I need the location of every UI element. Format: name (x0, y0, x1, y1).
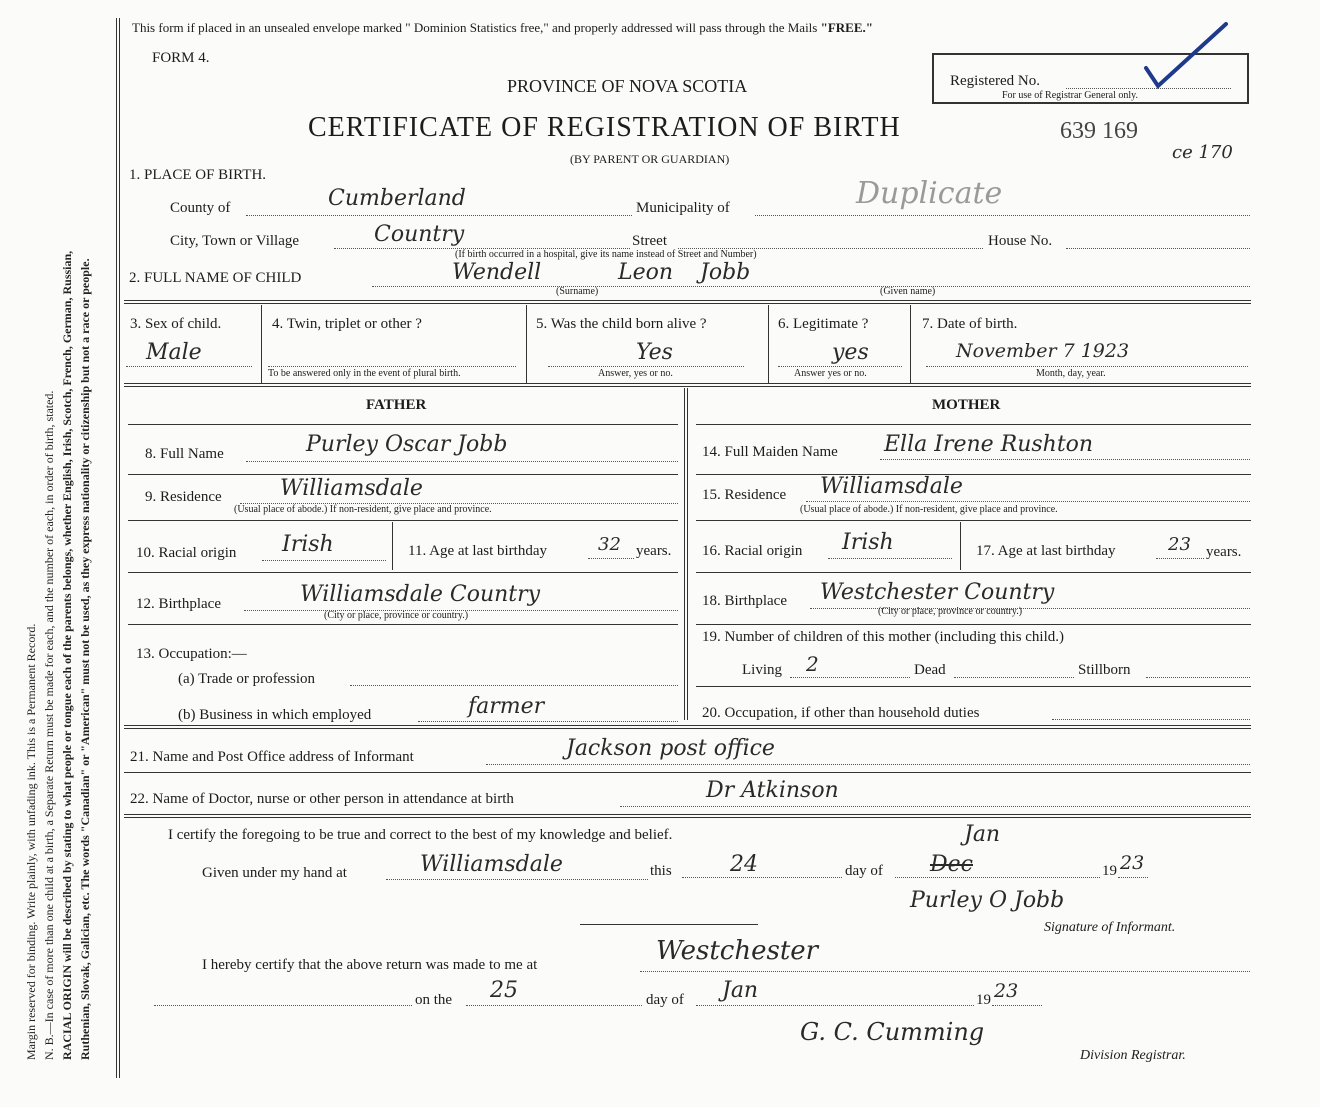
signature-caption: Signature of Informant. (1044, 920, 1176, 935)
father-age-label: 11. Age at last birthday (408, 543, 547, 559)
father-business-value: farmer (468, 694, 545, 719)
mother-dead-label: Dead (914, 662, 946, 678)
mother-living-label: Living (742, 662, 782, 678)
mother-stillborn-label: Stillborn (1078, 662, 1131, 678)
father-birthplace-value: Williamsdale Country (300, 582, 541, 607)
registrar-month: Jan (722, 978, 759, 1003)
father-business-label: (b) Business in which employed (178, 707, 372, 723)
margin-line-1: Margin reserved for binding. Write plainly, with unfading ink. This is a Permanent Record. (24, 623, 38, 1060)
margin-line-3: RACIAL ORIGIN will be described by stating to what people or tongue each of the parents belongs, whether English, Irish, Scotch, French, German, Russian, (60, 250, 74, 1060)
year-prefix: 19 (1102, 863, 1117, 879)
margin-instructions (22, 10, 122, 1060)
child-name-last: Jobb (700, 260, 751, 285)
legit-label: 6. Legitimate ? (778, 316, 869, 332)
child-name-first: Wendell (452, 260, 542, 285)
registrar-statement: I hereby certify that the above return was made to me at (202, 957, 538, 973)
page-subtitle: (BY PARENT OR GUARDIAN) (570, 152, 730, 166)
given-place: Williamsdale (420, 852, 563, 877)
on-the-label: on the (415, 992, 453, 1008)
twin-note: To be answered only in the event of plural birth. (268, 368, 461, 379)
informant-signature: Purley O Jobb (910, 888, 1065, 913)
registrar-caption: Division Registrar. (1080, 1048, 1186, 1063)
alive-label: 5. Was the child born alive ? (536, 316, 707, 332)
registrar-year: 23 (994, 980, 1019, 1002)
registered-label: Registered No. (950, 73, 1040, 89)
informant-value: Jackson post office (566, 736, 775, 761)
day-value: 24 (730, 852, 758, 877)
mother-birthplace-note: (City or place, province or country.) (878, 606, 1023, 617)
mother-age-label: 17. Age at last birthday (976, 543, 1116, 559)
mother-racial-value: Irish (842, 530, 894, 555)
registrar-year-prefix: 19 (976, 992, 991, 1008)
form-number: FORM 4. (152, 50, 210, 66)
day-of-label: day of (845, 863, 883, 879)
certify-statement: I certify the foregoing to be true and correct to the best of my knowledge and belief. (168, 827, 673, 843)
informant-label: 21. Name and Post Office address of Informant (130, 749, 414, 765)
mother-residence-label: 15. Residence (702, 487, 787, 503)
place-heading: 1. PLACE OF BIRTH. (129, 167, 267, 183)
mother-birthplace-value: Westchester Country (820, 580, 1055, 605)
postal-notice: This form if placed in an unsealed envelope marked " Dominion Statistics free," and properly addressed will pass through the Mails "FREE." (132, 20, 873, 35)
mother-living-value: 2 (806, 652, 819, 676)
dob-note: Month, day, year. (1036, 368, 1106, 379)
registered-note: For use of Registrar General only. (1002, 90, 1138, 101)
alive-note: Answer, yes or no. (598, 368, 673, 379)
left-border (116, 18, 117, 1078)
registrar-place: Westchester (656, 936, 819, 966)
registrar-signature: G. C. Cumming (800, 1018, 985, 1046)
mother-occupation-label: 20. Occupation, if other than household duties (702, 705, 980, 721)
municipality-value: Duplicate (856, 176, 1003, 211)
corner-note: ce 170 (1172, 142, 1233, 163)
house-label: House No. (988, 233, 1053, 249)
margin-line-2: N. B.—In case of more than one child at a birth, a Separate Return must be made for each, and the number of each, in order of birth, stated. (42, 390, 56, 1060)
stamp-number: 639 169 (1060, 118, 1138, 144)
dob-value: November 7 1923 (956, 340, 1130, 362)
father-birthplace-label: 12. Birthplace (136, 596, 221, 612)
father-age-value: 32 (598, 534, 621, 555)
left-border-inner (119, 18, 120, 1078)
registrar-day-of-label: day of (646, 992, 684, 1008)
father-racial-value: Irish (282, 532, 334, 557)
month-value: Dec (930, 852, 973, 877)
city-label: City, Town or Village (170, 233, 300, 249)
sex-value: Male (146, 340, 202, 365)
father-years-label: years. (636, 543, 672, 559)
father-occupation-label: 13. Occupation:— (136, 646, 247, 662)
mother-residence-value: Williamsdale (820, 474, 963, 499)
twin-label: 4. Twin, triplet or other ? (272, 316, 422, 332)
given-caption: (Given name) (880, 286, 936, 297)
child-name-label: 2. FULL NAME OF CHILD (129, 270, 302, 286)
given-label: Given under my hand at (202, 865, 347, 881)
street-label: Street (632, 233, 667, 249)
street-note: (If birth occurred in a hospital, give its name instead of Street and Number) (455, 249, 757, 260)
mother-years-label: years. (1206, 544, 1242, 560)
municipality-label: Municipality of (636, 200, 730, 216)
father-birthplace-note: (City or place, province or country.) (324, 610, 469, 621)
county-value: Cumberland (328, 186, 466, 211)
father-residence-label: 9. Residence (145, 489, 222, 505)
mother-birthplace-label: 18. Birthplace (702, 593, 787, 609)
legit-value: yes (832, 340, 869, 365)
year-value: 23 (1120, 852, 1145, 874)
page-title: CERTIFICATE OF REGISTRATION OF BIRTH (308, 112, 901, 143)
father-trade-label: (a) Trade or profession (178, 671, 316, 687)
dob-label: 7. Date of birth. (922, 316, 1018, 332)
father-heading: FATHER (366, 397, 427, 413)
alive-value: Yes (636, 340, 673, 365)
city-value: Country (374, 222, 465, 247)
mother-children-label: 19. Number of children of this mother (including this child.) (702, 629, 1065, 645)
mother-residence-note: (Usual place of abode.) If non-resident, give place and province. (800, 504, 1058, 515)
county-label: County of (170, 200, 231, 216)
this-label: this (650, 863, 672, 879)
father-name-label: 8. Full Name (145, 446, 224, 462)
doctor-label: 22. Name of Doctor, nurse or other person in attendance at birth (130, 791, 514, 807)
sex-label: 3. Sex of child. (130, 316, 222, 332)
month-correction: Jan (964, 822, 1001, 847)
father-residence-note: (Usual place of abode.) If non-resident, give place and province. (234, 504, 492, 515)
mother-racial-label: 16. Racial origin (702, 543, 803, 559)
legit-note: Answer yes or no. (794, 368, 867, 379)
surname-caption: (Surname) (556, 286, 599, 297)
mother-name-value: Ella Irene Rushton (884, 432, 1094, 457)
child-name-middle: Leon (618, 260, 674, 285)
registrar-day: 25 (490, 978, 518, 1003)
father-racial-label: 10. Racial origin (136, 545, 237, 561)
margin-line-4: Ruthenian, Slovak, Galician, etc. The words "Canadian" or "American" must not be used, as they express nationality or citizenship but not a race or people. (78, 258, 92, 1060)
mother-age-value: 23 (1168, 534, 1191, 555)
mother-name-label: 14. Full Maiden Name (702, 444, 838, 460)
father-residence-value: Williamsdale (280, 476, 423, 501)
province-title: PROVINCE OF NOVA SCOTIA (507, 76, 748, 96)
mother-heading: MOTHER (932, 397, 1001, 413)
checkmark-icon (1140, 20, 1230, 90)
doctor-value: Dr Atkinson (706, 778, 839, 803)
father-name-value: Purley Oscar Jobb (306, 432, 508, 457)
